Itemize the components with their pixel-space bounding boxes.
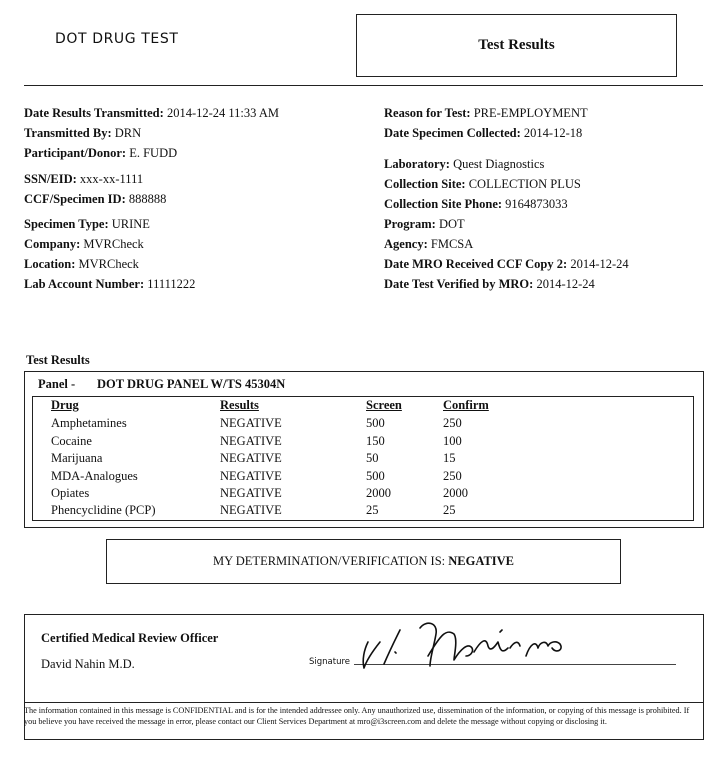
signature-label: Signature bbox=[309, 657, 351, 667]
info-date-collected: Date Specimen Collected: 2014-12-18 bbox=[384, 126, 583, 140]
cell-result: NEGATIVE bbox=[220, 486, 282, 500]
cell-confirm: 25 bbox=[443, 503, 456, 517]
info-program: Program: DOT bbox=[384, 217, 465, 231]
info-agency: Agency: FMCSA bbox=[384, 237, 474, 251]
cell-screen: 2000 bbox=[366, 486, 391, 500]
results-section-title: Test Results bbox=[26, 353, 90, 367]
cell-result: NEGATIVE bbox=[220, 469, 282, 483]
cell-result: NEGATIVE bbox=[220, 434, 282, 448]
cell-screen: 50 bbox=[366, 451, 379, 465]
cell-drug: Marijuana bbox=[51, 451, 103, 465]
cell-screen: 150 bbox=[366, 434, 385, 448]
cell-drug: MDA-Analogues bbox=[51, 469, 138, 483]
cell-screen: 500 bbox=[366, 469, 385, 483]
cell-result: NEGATIVE bbox=[220, 416, 282, 430]
panel-name: DOT DRUG PANEL W/TS 45304N bbox=[97, 377, 286, 391]
column-header-results: Results bbox=[220, 398, 259, 412]
cell-screen: 500 bbox=[366, 416, 385, 430]
info-collection-site: Collection Site: COLLECTION PLUS bbox=[384, 177, 581, 191]
cell-confirm: 15 bbox=[443, 451, 456, 465]
info-laboratory: Laboratory: Quest Diagnostics bbox=[384, 157, 545, 171]
info-participant: Participant/Donor: E. FUDD bbox=[24, 146, 178, 160]
test-results-header-box bbox=[356, 14, 677, 77]
column-header-confirm: Confirm bbox=[443, 398, 489, 412]
info-ssn: SSN/EID: xxx-xx-1111 bbox=[24, 172, 144, 186]
cell-confirm: 250 bbox=[443, 469, 462, 483]
info-date-transmitted: Date Results Transmitted: 2014-12-24 11:33 AM bbox=[24, 106, 279, 120]
signature-divider bbox=[24, 702, 704, 703]
column-header-screen: Screen bbox=[366, 398, 402, 412]
cell-drug: Phencyclidine (PCP) bbox=[51, 503, 156, 517]
info-site-phone: Collection Site Phone: 9164873033 bbox=[384, 197, 568, 211]
info-reason: Reason for Test: PRE-EMPLOYMENT bbox=[384, 106, 588, 120]
mro-title: Certified Medical Review Officer bbox=[41, 631, 219, 645]
cell-drug: Opiates bbox=[51, 486, 90, 500]
cell-confirm: 100 bbox=[443, 434, 462, 448]
cell-result: NEGATIVE bbox=[220, 503, 282, 517]
info-date-verified: Date Test Verified by MRO: 2014-12-24 bbox=[384, 277, 595, 291]
cell-confirm: 250 bbox=[443, 416, 462, 430]
confidentiality-notice: The information contained in this message is CONFIDENTIAL and is for the intended addressee only. Any unauthorized use, dissemination of the information, or copying of this message is prohibited. If you believe you have received the message in error, please contact our Client Services Department at mro@i3screen.com and delete the message without copying or disclosing it. bbox=[24, 706, 690, 726]
cell-result: NEGATIVE bbox=[220, 451, 282, 465]
cell-confirm: 2000 bbox=[443, 486, 468, 500]
mro-name: David Nahin M.D. bbox=[41, 657, 135, 671]
cell-screen: 25 bbox=[366, 503, 379, 517]
signature-scribble bbox=[350, 612, 590, 674]
info-ccf-id: CCF/Specimen ID: 888888 bbox=[24, 192, 167, 206]
header-divider bbox=[24, 85, 703, 86]
cell-drug: Amphetamines bbox=[51, 416, 127, 430]
info-lab-account: Lab Account Number: 11111222 bbox=[24, 277, 196, 291]
determination-prefix: MY DETERMINATION/VERIFICATION IS: bbox=[212, 554, 446, 568]
info-location: Location: MVRCheck bbox=[24, 257, 139, 271]
determination-box bbox=[106, 539, 621, 584]
determination-value: NEGATIVE bbox=[448, 554, 515, 568]
info-specimen-type: Specimen Type: URINE bbox=[24, 217, 150, 231]
info-mro-received: Date MRO Received CCF Copy 2: 2014-12-24 bbox=[384, 257, 629, 271]
cell-drug: Cocaine bbox=[51, 434, 92, 448]
document-title: DOT DRUG TEST bbox=[55, 31, 179, 47]
column-header-drug: Drug bbox=[51, 398, 79, 412]
test-results-header-title: Test Results bbox=[478, 37, 555, 53]
panel-label: Panel - bbox=[38, 377, 76, 391]
info-company: Company: MVRCheck bbox=[24, 237, 144, 251]
info-transmitted-by: Transmitted By: DRN bbox=[24, 126, 142, 140]
